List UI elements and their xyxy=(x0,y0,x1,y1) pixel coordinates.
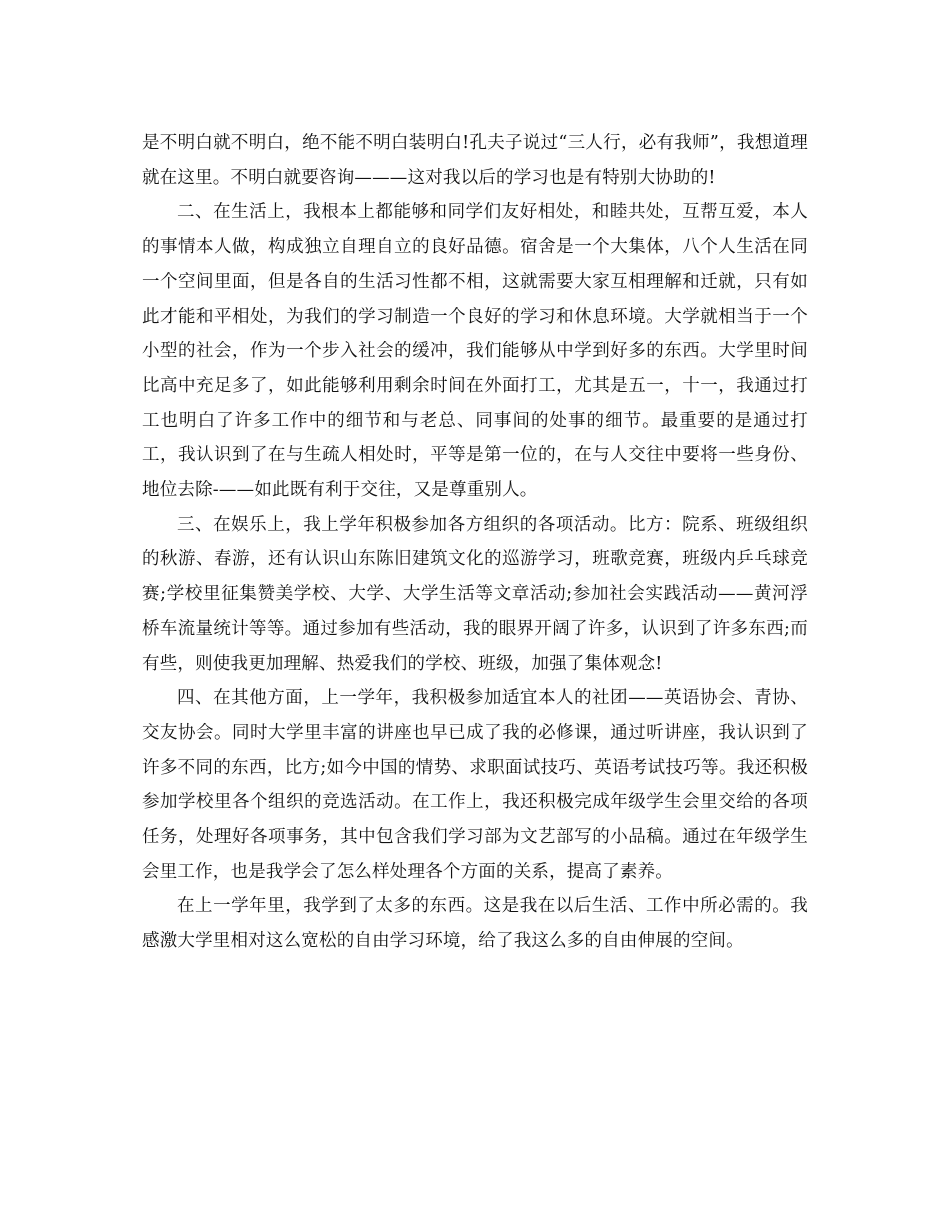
document-page xyxy=(142,126,808,959)
paragraph-entertainment: 三、在娱乐上，我上学年积极参加各方组织的各项活动。比方：院系、班级组织的秋游、春游，还有认识山东陈旧建筑文化的巡游学习，班歌竞赛，班级内乒乓球竞赛;学校里征集赞美学校、大学、大学生活等文章活动;参加社会实践活动——黄河浮桥车流量统计等等。通过参加有些活动，我的眼界开阔了许多，认识到了许多东西;而有些，则使我更加理解、热爱我们的学校、班级，加强了集体观念! xyxy=(142,514,808,674)
paragraph-continuation: 是不明白就不明白，绝不能不明白装明白!孔夫子说过“三人行，必有我师”，我想道理就在这里。不明白就要咨询———这对我以后的学习也是有特别大协助的! xyxy=(142,133,808,188)
paragraph-summary: 在上一学年里，我学到了太多的东西。这是我在以后生活、工作中所必需的。我感激大学里相对这么宽松的自由学习环境，给了我这么多的自由伸展的空间。 xyxy=(142,896,808,952)
paragraph-life: 二、在生活上，我根本上都能够和同学们友好相处，和睦共处，互帮互爱，本人的事情本人做，构成独立自理自立的良好品德。宿舍是一个大集体，八个人生活在同一个空间里面，但是各自的生活习性都不相，这就需要大家互相理解和迁就，只有如此才能和平相处，为我们的学习制造一个良好的学习和休息环境。大学就相当于一个小型的社会，作为一个步入社会的缓冲，我们能够从中学到好多的东西。大学里时间比高中充足多了，如此能够利用剩余时间在外面打工，尤其是五一，十一，我通过打工也明白了许多工作中的细节和与老总、同事间的处事的细节。最重要的是通过打工，我认识到了在与生疏人相处时，平等是第一位的，在与人交往中要将一些身份、地位去除-——如此既有利于交往，又是尊重别人。 xyxy=(142,202,808,501)
paragraph-other-aspects: 四、在其他方面，上一学年，我积极参加适宜本人的社团——英语协会、青协、交友协会。同时大学里丰富的讲座也早已成了我的必修课，通过听讲座，我认识到了许多不同的东西，比方;如今中国的情势、求职面试技巧、英语考试技巧等。我还积极参加学校里各个组织的竞选活动。在工作上，我还积极完成年级学生会里交给的各项任务，处理好各项事务，其中包含我们学习部为文艺部写的小品稿。通过在年级学生会里工作，也是我学会了怎么样处理各个方面的关系，提高了素养。 xyxy=(142,688,808,882)
